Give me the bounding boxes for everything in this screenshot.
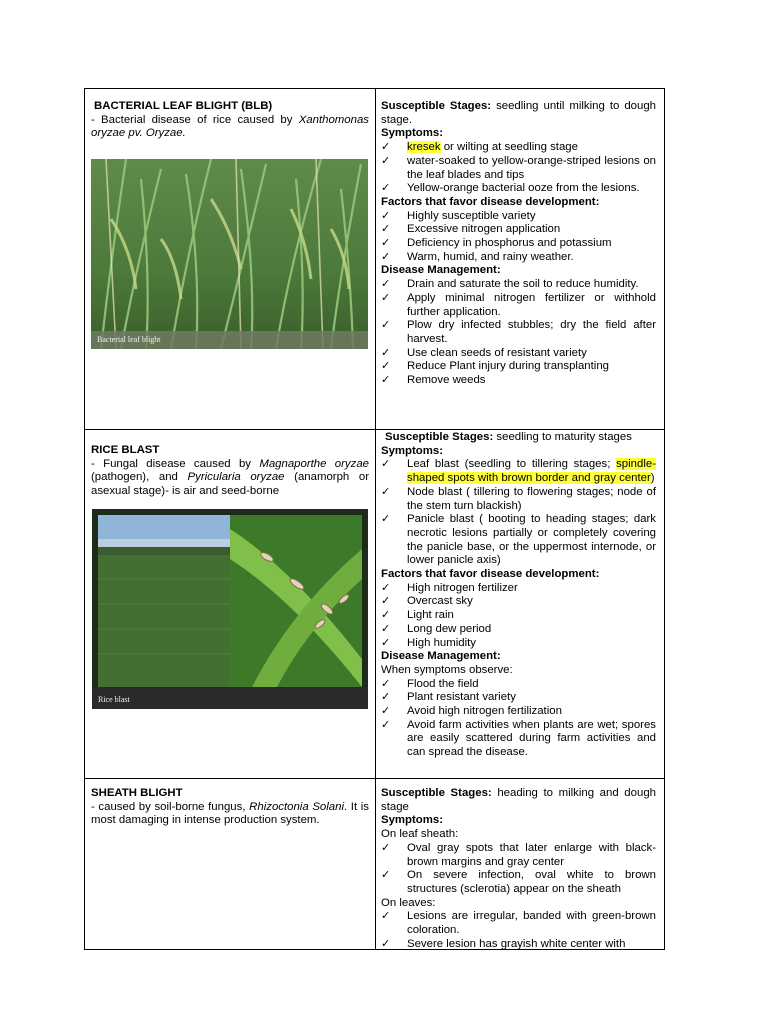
check-icon: ✓ — [381, 705, 391, 718]
check-icon: ✓ — [381, 869, 391, 882]
check-icon: ✓ — [381, 609, 391, 622]
sheath-symptoms-heading: Symptoms: — [381, 814, 444, 827]
list-item: ✓ Oval gray spots that later enlarge with black-brown margins and gray center — [381, 841, 656, 868]
list-item: ✓ Long dew period — [381, 622, 492, 635]
list-item: ✓ High nitrogen fertilizer — [381, 581, 518, 594]
list-item: ✓ Flood the field — [381, 677, 479, 690]
list-item: ✓ Leaf blast (seedling to tillering stages; spindle-shaped spots with brown border and gray center) — [381, 458, 656, 485]
blb-management-heading: Disease Management: — [381, 264, 501, 277]
check-icon: ✓ — [381, 278, 391, 291]
check-icon: ✓ — [381, 223, 391, 236]
blast-stages: Susceptible Stages: seedling to maturity stages — [385, 431, 632, 443]
list-item: ✓ Yellow-orange bacterial ooze from the lesions. — [381, 182, 640, 195]
list-item: ✓ Highly susceptible variety — [381, 209, 536, 222]
list-item: ✓ On severe infection, oval white to brown structures (sclerotia) appear on the sheath — [381, 869, 656, 895]
blast-details-cell — [376, 430, 664, 778]
check-icon: ✓ — [381, 182, 391, 195]
disease-table — [84, 88, 665, 950]
check-icon: ✓ — [381, 319, 391, 332]
check-icon: ✓ — [381, 360, 391, 373]
blast-info-cell — [85, 430, 375, 778]
sheath-leaves-list — [381, 910, 656, 949]
check-icon: ✓ — [381, 910, 391, 923]
blast-management-list — [381, 678, 656, 760]
check-icon: ✓ — [381, 154, 391, 167]
sheath-stages: Susceptible Stages: heading to milking and dough stage — [381, 787, 656, 813]
check-icon: ✓ — [381, 346, 391, 359]
blb-description: - Bacterial disease of rice caused by Xanthomonas oryzae pv. Oryzae. — [91, 113, 369, 140]
list-item: ✓ Warm, humid, and rainy weather. — [381, 250, 574, 263]
blast-factors-heading: Factors that favor disease development: — [381, 568, 600, 581]
blast-description: - Fungal disease caused by Magnaporthe oryzae (pathogen), and Pyricularia oryzae (anamorph or asexual stage)- is air and seed-borne — [91, 457, 369, 498]
list-item: ✓ Reduce Plant injury during transplanting — [381, 360, 609, 373]
table-row-rice-blast — [85, 430, 664, 779]
list-item: ✓ Use clean seeds of resistant variety — [381, 346, 587, 359]
check-icon: ✓ — [381, 458, 391, 471]
blast-management-intro: When symptoms observe: — [381, 663, 513, 676]
list-item: ✓ Plant resistant variety — [381, 691, 516, 704]
check-icon: ✓ — [381, 485, 391, 498]
table-row-sheath-blight — [85, 779, 664, 949]
check-icon: ✓ — [381, 237, 391, 250]
check-icon: ✓ — [381, 209, 391, 222]
check-icon: ✓ — [381, 581, 391, 594]
check-icon: ✓ — [381, 250, 391, 263]
blb-title: BACTERIAL LEAF BLIGHT (BLB) — [94, 100, 273, 112]
list-item: ✓ Overcast sky — [381, 595, 473, 608]
list-item: ✓ Deficiency in phosphorus and potassium — [381, 237, 612, 250]
list-item: ✓ High humidity — [381, 636, 477, 649]
sheath-on-leaves: On leaves: — [381, 896, 436, 909]
blast-symptoms-list — [381, 458, 656, 568]
list-item: ✓ Avoid high nitrogen fertilization — [381, 705, 562, 718]
blb-stages: Susceptible Stages: seedling until milking to dough stage. — [381, 100, 656, 126]
blb-symptoms-heading: Symptoms: — [381, 127, 444, 140]
list-item: ✓ kresek or wilting at seedling stage — [381, 141, 578, 154]
sheath-on-leaf-sheath: On leaf sheath: — [381, 828, 459, 841]
list-item: ✓ Lesions are irregular, banded with green-brown coloration. — [381, 910, 656, 937]
check-icon: ✓ — [381, 374, 391, 387]
blb-management-list — [381, 278, 656, 388]
list-item: ✓ water-soaked to yellow-orange-striped lesions on the leaf blades and tips — [381, 154, 656, 181]
blast-symptoms-heading: Symptoms: — [381, 444, 444, 457]
check-icon: ✓ — [381, 718, 391, 731]
list-item: ✓ Remove weeds — [381, 374, 486, 387]
blb-symptoms-list — [381, 141, 656, 196]
check-icon: ✓ — [381, 141, 391, 154]
list-item: ✓ Light rain — [381, 609, 454, 622]
sheath-description: - caused by soil-borne fungus, Rhizoctonia Solani. It is most damaging in intense production system. — [91, 800, 369, 827]
blast-factors-list — [381, 582, 656, 651]
blb-factors-heading: Factors that favor disease development: — [381, 195, 600, 208]
check-icon: ✓ — [381, 841, 391, 854]
blast-management-heading: Disease Management: — [381, 650, 501, 663]
list-item: ✓ Severe lesion has grayish white center with — [381, 938, 656, 949]
list-item: ✓ Node blast ( tillering to flowering stages; node of the stem turn blackish) — [381, 485, 656, 512]
list-item: ✓ Excessive nitrogen application — [381, 223, 561, 236]
check-icon: ✓ — [381, 595, 391, 608]
check-icon: ✓ — [381, 291, 391, 304]
check-icon: ✓ — [381, 513, 391, 526]
blb-photo — [91, 159, 368, 349]
sheath-info-cell — [85, 779, 375, 949]
blast-title: RICE BLAST — [91, 444, 160, 456]
list-item: ✓ Apply minimal nitrogen fertilizer or withhold further application. — [381, 291, 656, 318]
blast-photo-caption: Rice blast — [98, 695, 130, 705]
sheath-details-cell — [376, 779, 664, 949]
blb-details-cell — [376, 89, 664, 429]
blb-factors-list — [381, 210, 656, 265]
blb-photo-caption: Bacterial leaf blight — [97, 335, 161, 345]
blb-info-cell — [85, 89, 375, 429]
check-icon: ✓ — [381, 677, 391, 690]
table-row-blb — [85, 89, 664, 430]
list-item: ✓ Avoid farm activities when plants are wet; spores are easily scattered during farm activities and can spread the disease. — [381, 718, 656, 759]
list-item: ✓ Panicle blast ( booting to heading stages; dark necrotic lesions partially or completely covering the panicle base, or the uppermost internode, or lower panicle axis) — [381, 513, 656, 567]
sheath-symptoms-list — [381, 842, 656, 897]
check-icon: ✓ — [381, 636, 391, 649]
check-icon: ✓ — [381, 937, 391, 949]
blast-photo — [92, 509, 368, 709]
list-item: ✓ Drain and saturate the soil to reduce humidity. — [381, 278, 639, 291]
list-item: ✓ Plow dry infected stubbles; dry the field after harvest. — [381, 319, 656, 345]
sheath-title: SHEATH BLIGHT — [91, 787, 183, 799]
check-icon: ✓ — [381, 622, 391, 635]
check-icon: ✓ — [381, 691, 391, 704]
